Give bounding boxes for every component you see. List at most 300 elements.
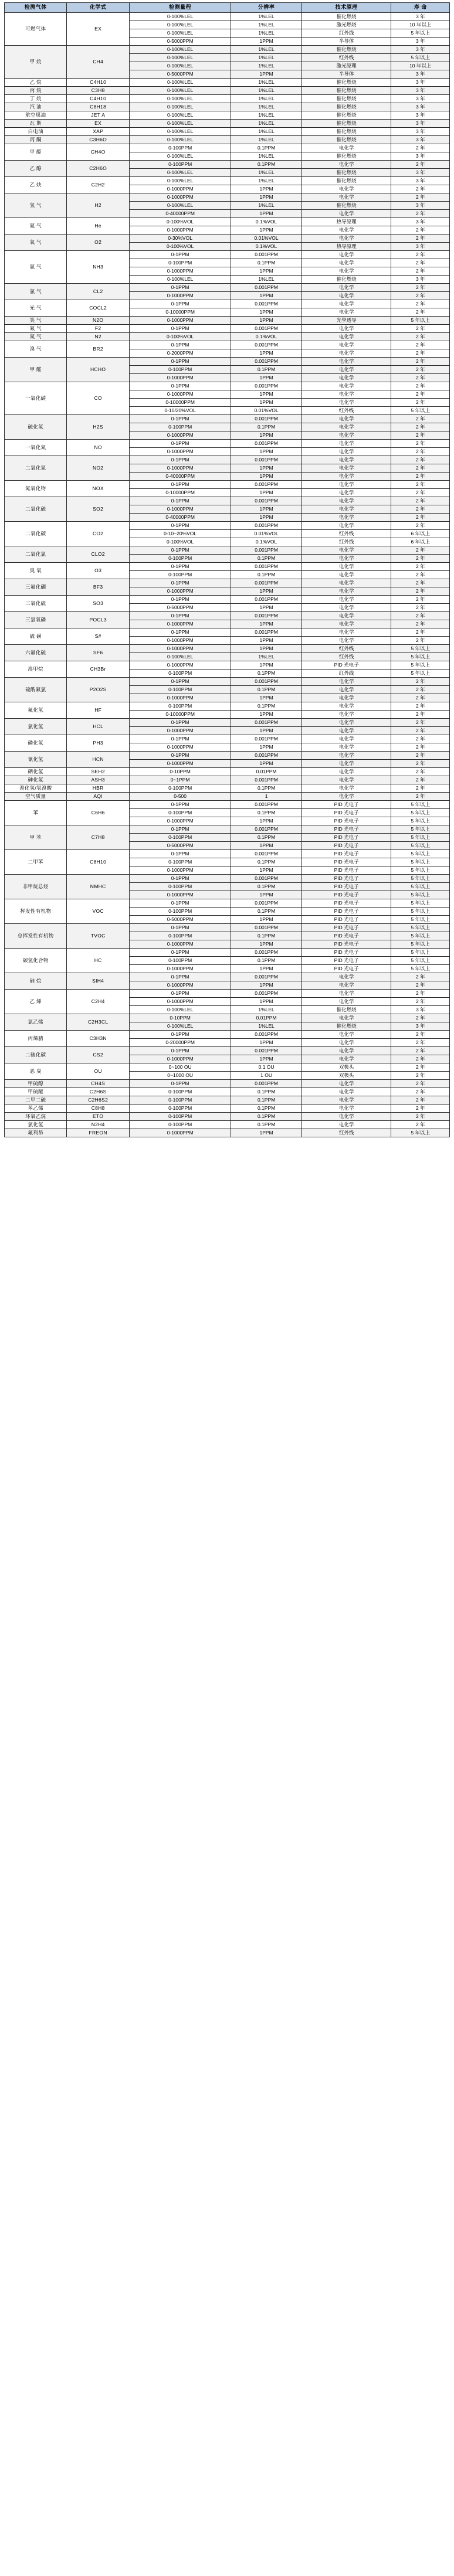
cell-technology: 电化学 (301, 481, 391, 489)
cell-life: 2 年 (391, 193, 450, 202)
table-row (5, 1080, 450, 1088)
cell-resolution: 1PPM (231, 891, 301, 899)
cell-range: 0-10000PPM (129, 399, 231, 407)
cell-gas-name: 挥发性有机物 (5, 899, 67, 924)
cell-life: 2 年 (391, 752, 450, 760)
table-row (5, 218, 450, 226)
header-gas-name: 检测气体 (5, 3, 67, 13)
cell-range: 0-1000PPM (129, 267, 231, 276)
cell-resolution: 0.001PPM (231, 776, 301, 784)
cell-technology: PID 光电子 (301, 834, 391, 842)
cell-life: 5 年以上 (391, 653, 450, 661)
cell-resolution: 0.1PPM (231, 571, 301, 579)
cell-technology: 电化学 (301, 768, 391, 776)
cell-formula: CH4 (67, 46, 129, 79)
cell-gas-name: 乙 烯 (5, 990, 67, 1014)
cell-resolution: 1PPM (231, 464, 301, 473)
cell-technology: 电化学 (301, 743, 391, 752)
cell-formula: O3 (67, 563, 129, 579)
cell-formula: NMHC (67, 875, 129, 899)
cell-formula: N2H4 (67, 1121, 129, 1129)
cell-range: 0-1PPM (129, 1031, 231, 1039)
cell-life: 2 年 (391, 144, 450, 152)
table-row (5, 333, 450, 341)
cell-technology: 催化燃烧 (301, 202, 391, 210)
cell-range: 0-100%LEL (129, 202, 231, 210)
cell-life: 2 年 (391, 267, 450, 276)
cell-resolution: 1PPM (231, 694, 301, 702)
cell-life: 2 年 (391, 284, 450, 292)
cell-life: 2 年 (391, 366, 450, 374)
cell-gas-name: 氢 气 (5, 193, 67, 218)
cell-gas-name: 苯乙烯 (5, 1105, 67, 1113)
cell-technology: 电化学 (301, 587, 391, 596)
cell-technology: 电化学 (301, 440, 391, 448)
table-row (5, 1096, 450, 1105)
table-row (5, 661, 450, 670)
cell-resolution: 1%LEL (231, 128, 301, 136)
cell-formula: C4H10 (67, 95, 129, 103)
cell-life: 5 年以上 (391, 54, 450, 62)
cell-formula: He (67, 218, 129, 235)
cell-technology: 激光燃烧 (301, 21, 391, 29)
cell-life: 3 年 (391, 38, 450, 46)
cell-technology: 催化燃烧 (301, 111, 391, 120)
table-row (5, 440, 450, 448)
cell-technology: 电化学 (301, 760, 391, 768)
cell-resolution: 0.01PPM (231, 768, 301, 776)
cell-resolution: 0.001PPM (231, 415, 301, 423)
cell-technology: PID 光电子 (301, 883, 391, 891)
cell-life: 2 年 (391, 431, 450, 440)
table-row (5, 719, 450, 727)
cell-resolution: 0.01%VOL (231, 235, 301, 243)
table-row (5, 103, 450, 111)
cell-technology: 电化学 (301, 628, 391, 637)
cell-life: 2 年 (391, 546, 450, 555)
cell-technology: 电化学 (301, 1055, 391, 1063)
cell-life: 2 年 (391, 185, 450, 193)
cell-technology: 电化学 (301, 522, 391, 530)
cell-gas-name: 苯 (5, 801, 67, 825)
cell-gas-name: 氟 气 (5, 325, 67, 333)
cell-range: 0-100%LEL (129, 29, 231, 38)
cell-technology: 电化学 (301, 735, 391, 743)
table-row (5, 1047, 450, 1055)
cell-life: 2 年 (391, 1055, 450, 1063)
cell-formula: C8H8 (67, 1105, 129, 1113)
cell-formula: BF3 (67, 579, 129, 596)
table-row (5, 415, 450, 423)
cell-resolution: 1PPM (231, 637, 301, 645)
table-row (5, 177, 450, 185)
cell-life: 2 年 (391, 423, 450, 431)
table-row (5, 1063, 450, 1072)
cell-technology: 红外线 (301, 407, 391, 415)
cell-life: 2 年 (391, 161, 450, 169)
cell-life: 5 年以上 (391, 908, 450, 916)
cell-technology: PID 光电子 (301, 858, 391, 866)
cell-resolution: 1%LEL (231, 79, 301, 87)
cell-resolution: 0.1PPM (231, 686, 301, 694)
gas-spec-table (4, 2, 450, 1137)
cell-range: 0-1PPM (129, 596, 231, 604)
cell-life: 2 年 (391, 1014, 450, 1022)
cell-technology: 电化学 (301, 1096, 391, 1105)
cell-life: 2 年 (391, 776, 450, 784)
cell-technology: 电化学 (301, 341, 391, 349)
cell-life: 2 年 (391, 374, 450, 382)
cell-technology: 电化学 (301, 727, 391, 735)
cell-formula: HCHO (67, 358, 129, 382)
cell-resolution: 1%LEL (231, 202, 301, 210)
cell-gas-name: 三氯氧磷 (5, 612, 67, 628)
cell-range: 0-1000PPM (129, 185, 231, 193)
cell-resolution: 0.001PPM (231, 440, 301, 448)
table-row (5, 596, 450, 604)
cell-life: 3 年 (391, 177, 450, 185)
cell-gas-name: 二氧化氮 (5, 456, 67, 481)
cell-formula: CO2 (67, 522, 129, 546)
cell-formula: C8H18 (67, 103, 129, 111)
cell-formula: HBR (67, 784, 129, 793)
cell-resolution: 1PPM (231, 842, 301, 850)
cell-technology: 电化学 (301, 308, 391, 317)
cell-life: 10 年以上 (391, 62, 450, 70)
cell-range: 0-100PPM (129, 932, 231, 940)
cell-life: 3 年 (391, 1006, 450, 1014)
cell-gas-name: 氮氧化物 (5, 481, 67, 497)
cell-technology: 电化学 (301, 325, 391, 333)
cell-range: 0-1PPM (129, 899, 231, 908)
cell-resolution: 0.1PPM (231, 1105, 301, 1113)
cell-life: 2 年 (391, 497, 450, 505)
cell-formula: C3H6O (67, 136, 129, 144)
cell-technology: 电化学 (301, 300, 391, 308)
cell-resolution: 0.1PPM (231, 932, 301, 940)
cell-range: 0-100PPM (129, 702, 231, 711)
cell-life: 5 年以上 (391, 932, 450, 940)
cell-resolution: 1PPM (231, 940, 301, 949)
cell-range: 0-100PPM (129, 784, 231, 793)
cell-resolution: 1PPM (231, 817, 301, 825)
cell-resolution: 1%LEL (231, 46, 301, 54)
cell-life: 5 年以上 (391, 407, 450, 415)
cell-gas-name: 氟利昂 (5, 1129, 67, 1137)
cell-life: 2 年 (391, 390, 450, 399)
cell-range: 0-100PPM (129, 1096, 231, 1105)
cell-range: 0-1000PPM (129, 317, 231, 325)
cell-technology: 红外线 (301, 530, 391, 538)
cell-technology: 电化学 (301, 193, 391, 202)
cell-resolution: 1PPM (231, 374, 301, 382)
cell-life: 2 年 (391, 251, 450, 259)
cell-range: 0-100%LEL (129, 1006, 231, 1014)
table-row (5, 563, 450, 571)
cell-life: 2 年 (391, 727, 450, 735)
table-row (5, 111, 450, 120)
cell-resolution: 1%LEL (231, 1006, 301, 1014)
cell-gas-name: 溴 气 (5, 341, 67, 358)
cell-resolution: 0.01PPM (231, 1014, 301, 1022)
cell-resolution: 1PPM (231, 620, 301, 628)
cell-range: 0-1000PPM (129, 448, 231, 456)
cell-life: 3 年 (391, 218, 450, 226)
cell-technology: 电化学 (301, 1088, 391, 1096)
cell-life: 2 年 (391, 612, 450, 620)
cell-gas-name: 丙 酮 (5, 136, 67, 144)
cell-life: 2 年 (391, 1088, 450, 1096)
cell-gas-name: 二甲苯 (5, 850, 67, 875)
cell-life: 2 年 (391, 571, 450, 579)
cell-gas-name: 恶 臭 (5, 1063, 67, 1080)
cell-life: 3 年 (391, 136, 450, 144)
cell-technology: 催化燃烧 (301, 276, 391, 284)
cell-life: 2 年 (391, 489, 450, 497)
table-row (5, 317, 450, 325)
cell-resolution: 0.1PPM (231, 144, 301, 152)
cell-resolution: 1PPM (231, 743, 301, 752)
cell-range: 0-100PPM (129, 555, 231, 563)
cell-gas-name: 丙 烷 (5, 87, 67, 95)
cell-life: 6 年以上 (391, 530, 450, 538)
cell-resolution: 0.1PPM (231, 908, 301, 916)
cell-life: 2 年 (391, 1031, 450, 1039)
cell-range: 0-10000PPM (129, 711, 231, 719)
cell-life: 2 年 (391, 522, 450, 530)
cell-formula: F2 (67, 325, 129, 333)
table-row (5, 1129, 450, 1137)
cell-formula: VOC (67, 899, 129, 924)
cell-formula: C8H10 (67, 850, 129, 875)
cell-resolution: 0.1PPM (231, 1113, 301, 1121)
cell-life: 2 年 (391, 694, 450, 702)
table-row (5, 801, 450, 809)
cell-technology: 电化学 (301, 382, 391, 390)
cell-resolution: 1PPM (231, 661, 301, 670)
cell-gas-name: 硅 烷 (5, 973, 67, 990)
cell-range: 0-100%LEL (129, 120, 231, 128)
cell-gas-name: 硫 磺 (5, 628, 67, 645)
cell-range: 0-1000PPM (129, 965, 231, 973)
cell-formula: CL2 (67, 284, 129, 300)
cell-range: 0-500 (129, 793, 231, 801)
cell-life: 5 年以上 (391, 949, 450, 957)
cell-technology: 光學透导 (301, 317, 391, 325)
cell-range: 0-100%LEL (129, 136, 231, 144)
cell-life: 5 年以上 (391, 899, 450, 908)
table-header-row (5, 3, 450, 13)
cell-technology: 电化学 (301, 349, 391, 358)
cell-technology: 电化学 (301, 981, 391, 990)
cell-life: 3 年 (391, 111, 450, 120)
cell-technology: 双极头 (301, 1072, 391, 1080)
cell-technology: PID 光电子 (301, 817, 391, 825)
cell-gas-name: 氯 气 (5, 284, 67, 300)
table-row (5, 284, 450, 292)
cell-range: 0-100PPM (129, 670, 231, 678)
cell-technology: 电化学 (301, 793, 391, 801)
cell-technology: 电化学 (301, 596, 391, 604)
cell-formula: NH3 (67, 251, 129, 284)
cell-life: 2 年 (391, 1080, 450, 1088)
table-body (5, 13, 450, 1137)
cell-technology: 电化学 (301, 555, 391, 563)
cell-formula: ETO (67, 1113, 129, 1121)
cell-range: 0-1000PPM (129, 1055, 231, 1063)
cell-life: 5 年以上 (391, 801, 450, 809)
cell-gas-name: 氧 气 (5, 235, 67, 251)
cell-resolution: 0.001PPM (231, 678, 301, 686)
table-row (5, 144, 450, 152)
cell-technology: 电化学 (301, 464, 391, 473)
cell-formula: AQI (67, 793, 129, 801)
cell-life: 3 年 (391, 13, 450, 21)
cell-range: 0-1000PPM (129, 637, 231, 645)
cell-gas-name: 二氧化氯 (5, 546, 67, 563)
cell-life: 2 年 (391, 349, 450, 358)
table-row (5, 1031, 450, 1039)
cell-technology: 电化学 (301, 399, 391, 407)
cell-range: 0-1000PPM (129, 505, 231, 514)
cell-life: 2 年 (391, 325, 450, 333)
cell-formula: H2 (67, 193, 129, 218)
cell-life: 2 年 (391, 505, 450, 514)
cell-formula: O2 (67, 235, 129, 251)
cell-life: 2 年 (391, 563, 450, 571)
cell-range: 0-1000PPM (129, 727, 231, 735)
cell-technology: 电化学 (301, 604, 391, 612)
table-row (5, 235, 450, 243)
cell-life: 2 年 (391, 973, 450, 981)
cell-range: 0-1PPM (129, 522, 231, 530)
cell-resolution: 0.001PPM (231, 325, 301, 333)
table-row (5, 949, 450, 957)
cell-formula: HC (67, 949, 129, 973)
cell-technology: 热导原理 (301, 243, 391, 251)
cell-gas-name: 汽 油 (5, 103, 67, 111)
cell-formula: HCN (67, 752, 129, 768)
cell-range: 0-1000PPM (129, 694, 231, 702)
cell-range: 0-1PPM (129, 415, 231, 423)
cell-technology: PID 光电子 (301, 661, 391, 670)
cell-technology: 电化学 (301, 1031, 391, 1039)
cell-range: 0-1PPM (129, 579, 231, 587)
table-row (5, 382, 450, 390)
cell-life: 2 年 (391, 1121, 450, 1129)
cell-life: 3 年 (391, 243, 450, 251)
table-row (5, 645, 450, 653)
table-row (5, 79, 450, 87)
cell-life: 2 年 (391, 514, 450, 522)
cell-range: 0-100%LEL (129, 276, 231, 284)
cell-resolution: 1PPM (231, 489, 301, 497)
cell-range: 0-1PPM (129, 825, 231, 834)
cell-range: 0-1PPM (129, 735, 231, 743)
cell-range: 0-1000PPM (129, 817, 231, 825)
cell-resolution: 0.01%VOL (231, 530, 301, 538)
cell-technology: 电化学 (301, 161, 391, 169)
cell-resolution: 1PPM (231, 448, 301, 456)
cell-life: 3 年 (391, 1022, 450, 1031)
cell-resolution: 0.1PPM (231, 161, 301, 169)
cell-range: 0-100PPM (129, 161, 231, 169)
cell-technology: 电化学 (301, 973, 391, 981)
table-row (5, 1121, 450, 1129)
table-row (5, 456, 450, 464)
cell-technology: 电化学 (301, 546, 391, 555)
cell-resolution: 0.001PPM (231, 497, 301, 505)
table-row (5, 251, 450, 259)
cell-life: 5 年以上 (391, 834, 450, 842)
table-row (5, 161, 450, 169)
cell-range: 0-1000PPM (129, 292, 231, 300)
cell-resolution: 1%LEL (231, 111, 301, 120)
table-row (5, 300, 450, 308)
table-row (5, 46, 450, 54)
cell-formula: CH3Br (67, 661, 129, 678)
cell-technology: PID 光电子 (301, 965, 391, 973)
cell-technology: 催化燃烧 (301, 152, 391, 161)
cell-life: 2 年 (391, 555, 450, 563)
cell-life: 2 年 (391, 1039, 450, 1047)
cell-technology: 激光原理 (301, 62, 391, 70)
cell-resolution: 0.001PPM (231, 850, 301, 858)
cell-life: 2 年 (391, 226, 450, 235)
cell-range: 0-100PPM (129, 1088, 231, 1096)
cell-formula: POCL3 (67, 612, 129, 628)
cell-range: 0-40000PPM (129, 210, 231, 218)
cell-resolution: 0.001PPM (231, 973, 301, 981)
header-formula: 化学式 (67, 3, 129, 13)
cell-technology: 电化学 (301, 719, 391, 727)
cell-gas-name: 甲硫醇 (5, 1080, 67, 1088)
cell-technology: 电化学 (301, 489, 391, 497)
cell-resolution: 0.001PPM (231, 284, 301, 292)
cell-life: 2 年 (391, 464, 450, 473)
cell-gas-name: 二氧化碳 (5, 522, 67, 546)
cell-range: 0-100%LEL (129, 21, 231, 29)
cell-range: 0-100%LEL (129, 54, 231, 62)
cell-gas-name: 甲 醛 (5, 358, 67, 382)
cell-range: 0-40000PPM (129, 473, 231, 481)
cell-formula: EX (67, 120, 129, 128)
table-row (5, 358, 450, 366)
cell-life: 2 年 (391, 768, 450, 776)
cell-life: 3 年 (391, 87, 450, 95)
cell-gas-name: 硫酰氟氯 (5, 678, 67, 702)
cell-technology: 催化燃烧 (301, 136, 391, 144)
cell-formula: C2H4 (67, 990, 129, 1014)
cell-gas-name: 环氧乙烷 (5, 1113, 67, 1121)
cell-range: 0-1000PPM (129, 587, 231, 596)
table-row (5, 120, 450, 128)
cell-resolution: 0.001PPM (231, 825, 301, 834)
cell-technology: 催化燃烧 (301, 46, 391, 54)
cell-life: 5 年以上 (391, 850, 450, 858)
cell-technology: 电化学 (301, 776, 391, 784)
cell-range: 0-1PPM (129, 325, 231, 333)
cell-technology: 催化燃烧 (301, 13, 391, 21)
cell-resolution: 1PPM (231, 514, 301, 522)
cell-life: 2 年 (391, 382, 450, 390)
cell-gas-name: 溴甲烷 (5, 661, 67, 678)
cell-life: 5 年以上 (391, 916, 450, 924)
cell-life: 3 年 (391, 152, 450, 161)
cell-range: 0-1000PPM (129, 760, 231, 768)
cell-life: 2 年 (391, 259, 450, 267)
cell-resolution: 1PPM (231, 431, 301, 440)
